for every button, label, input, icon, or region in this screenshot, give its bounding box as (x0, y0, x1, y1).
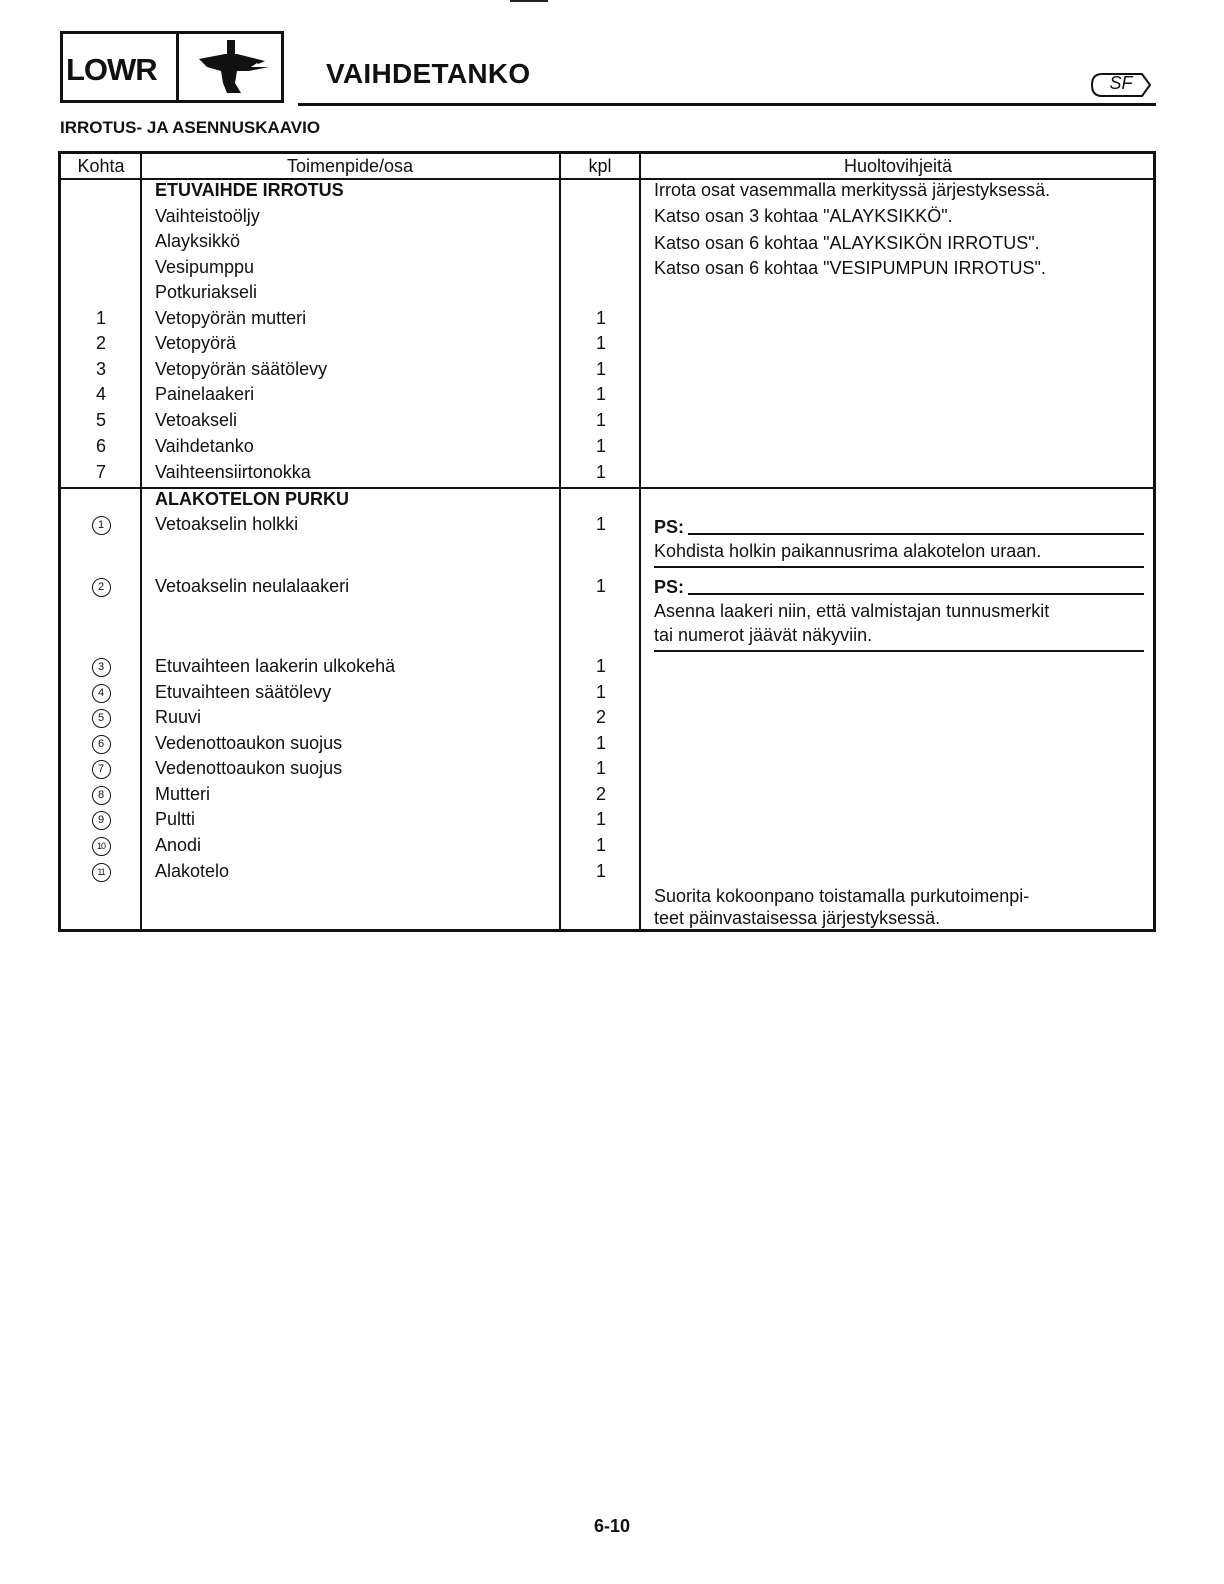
item-number (61, 833, 141, 858)
item-number (61, 859, 141, 884)
hint-text: Katso osan 6 kohtaa "VESIPUMPUN IRROTUS". (654, 258, 1046, 278)
circled-number: 11 (92, 863, 111, 882)
final-note: teet päinvastaisessa järjestyksessä. (654, 908, 941, 928)
item-number (61, 574, 141, 599)
table-row (61, 654, 1153, 679)
table-row (61, 680, 1153, 705)
quantity: 1 (595, 861, 606, 881)
part-name: Vesipumppu (155, 257, 255, 277)
quantity: 2 (595, 784, 606, 804)
item-number: 7 (95, 462, 106, 482)
table-row (61, 833, 1153, 858)
quantity: 1 (595, 733, 606, 753)
circled-number: 10 (92, 837, 111, 856)
part-name: Vedenottoaukon suojus (155, 758, 343, 778)
ps-note-header (654, 575, 1144, 600)
quantity: 1 (595, 809, 606, 829)
ps-end-rule (654, 650, 1144, 652)
part-name: Vaihteistoöljy (155, 206, 260, 226)
part-name: Vetoakseli (155, 410, 238, 430)
item-number: 3 (95, 359, 106, 379)
quantity: 1 (595, 410, 606, 430)
section-title: IRROTUS- JA ASENNUSKAAVIO (60, 118, 321, 137)
group-title: ALAKOTELON PURKU (155, 489, 349, 509)
header-kpl: kpl (588, 156, 612, 176)
hint-text: Katso osan 3 kohtaa "ALAYKSIKKÖ". (654, 206, 953, 226)
item-number (61, 512, 141, 537)
ps-rule (684, 533, 1144, 535)
table-row (61, 331, 1153, 356)
header-rule (298, 103, 1156, 106)
circled-number: 7 (92, 760, 111, 779)
circled-number: 3 (92, 658, 111, 677)
ps-label: PS: (654, 515, 688, 540)
quantity: 1 (595, 514, 606, 534)
part-name: Alayksikkö (155, 231, 241, 251)
table-row (61, 859, 1153, 884)
circled-number: 5 (92, 709, 111, 728)
ps-rule (684, 593, 1144, 595)
quantity: 1 (595, 333, 606, 353)
part-name: Vaihdetanko (155, 436, 254, 456)
circled-number: 6 (92, 735, 111, 754)
item-number (61, 807, 141, 832)
part-name: Pultti (155, 809, 196, 829)
item-number (61, 654, 141, 679)
page-title: VAIHDETANKO (326, 58, 531, 89)
hint-text: Katso osan 6 kohtaa "ALAYKSIKÖN IRROTUS". (654, 233, 1040, 253)
part-name: Vetopyörän säätölevy (155, 359, 328, 379)
quantity: 2 (595, 707, 606, 727)
part-name: Mutteri (155, 784, 211, 804)
part-name: Anodi (155, 835, 202, 855)
quantity: 1 (595, 359, 606, 379)
quantity: 1 (595, 682, 606, 702)
section-code: LOWR (63, 34, 179, 100)
part-name: Vaihteensiirtonokka (155, 462, 311, 482)
ps-end-rule (654, 566, 1144, 568)
final-note: Suorita kokoonpano toistamalla purkutoimenpi- (654, 886, 1030, 906)
table-row (61, 705, 1153, 730)
item-number: 5 (95, 410, 106, 430)
item-number: 1 (95, 308, 106, 328)
ps-label: PS: (654, 575, 688, 600)
item-number: 2 (95, 333, 106, 353)
table-row (61, 382, 1153, 407)
group-title: ETUVAIHDE IRROTUS (155, 180, 344, 200)
ps-note-header (654, 515, 1144, 540)
circled-number: 2 (92, 578, 111, 597)
item-number (61, 680, 141, 705)
hint-text: Irrota osat vasemmalla merkityssä järjestyksessä. (654, 180, 1051, 200)
ps-note-text: tai numerot jäävät näkyviin. (654, 625, 873, 645)
part-name: Painelaakeri (155, 384, 255, 404)
header-toimenpide: Toimenpide/osa (286, 156, 414, 176)
part-name: Alakotelo (155, 861, 230, 881)
item-number: 6 (95, 436, 106, 456)
part-name: Ruuvi (155, 707, 202, 727)
circled-number: 4 (92, 684, 111, 703)
item-number (61, 782, 141, 807)
item-number (61, 731, 141, 756)
header-huolto: Huoltovihjeitä (843, 156, 953, 176)
language-badge (1090, 72, 1152, 98)
top-margin-mark (510, 0, 548, 3)
list-item (61, 280, 1153, 305)
part-name: Vetoakselin neulalaakeri (155, 576, 350, 596)
part-name: Etuvaihteen laakerin ulkokehä (155, 656, 396, 676)
quantity: 1 (595, 462, 606, 482)
quantity: 1 (595, 835, 606, 855)
part-name: Potkuriakseli (155, 282, 258, 302)
table-row (61, 807, 1153, 832)
table-row (61, 434, 1153, 459)
ps-note-text: Kohdista holkin paikannusrima alakotelon uraan. (654, 541, 1042, 561)
circled-number: 8 (92, 786, 111, 805)
header-kohta: Kohta (77, 156, 125, 176)
quantity: 1 (595, 656, 606, 676)
part-name: Vetopyörä (155, 333, 237, 353)
table-row (61, 460, 1153, 485)
parts-table (58, 151, 1156, 932)
page-number: 6-10 (593, 1516, 631, 1536)
part-name: Vedenottoaukon suojus (155, 733, 343, 753)
table-row (61, 756, 1153, 781)
quantity: 1 (595, 576, 606, 596)
language-code: SF (1109, 73, 1133, 93)
part-name: Etuvaihteen säätölevy (155, 682, 332, 702)
ps-note-text: Asenna laakeri niin, että valmistajan tunnusmerkit (654, 601, 1050, 621)
quantity: 1 (595, 436, 606, 456)
table-row (61, 731, 1153, 756)
section-badge (60, 31, 284, 103)
circled-number: 9 (92, 811, 111, 830)
table-row (61, 408, 1153, 433)
table-row (61, 306, 1153, 331)
quantity: 1 (595, 308, 606, 328)
part-name: Vetoakselin holkki (155, 514, 299, 534)
table-row (61, 782, 1153, 807)
circled-number: 1 (92, 516, 111, 535)
lower-unit-icon (181, 37, 281, 99)
group-title-row (61, 487, 1153, 512)
table-row (61, 357, 1153, 382)
part-name: Vetopyörän mutteri (155, 308, 307, 328)
quantity: 1 (595, 384, 606, 404)
quantity: 1 (595, 758, 606, 778)
item-number (61, 756, 141, 781)
item-number: 4 (95, 384, 106, 404)
item-number (61, 705, 141, 730)
